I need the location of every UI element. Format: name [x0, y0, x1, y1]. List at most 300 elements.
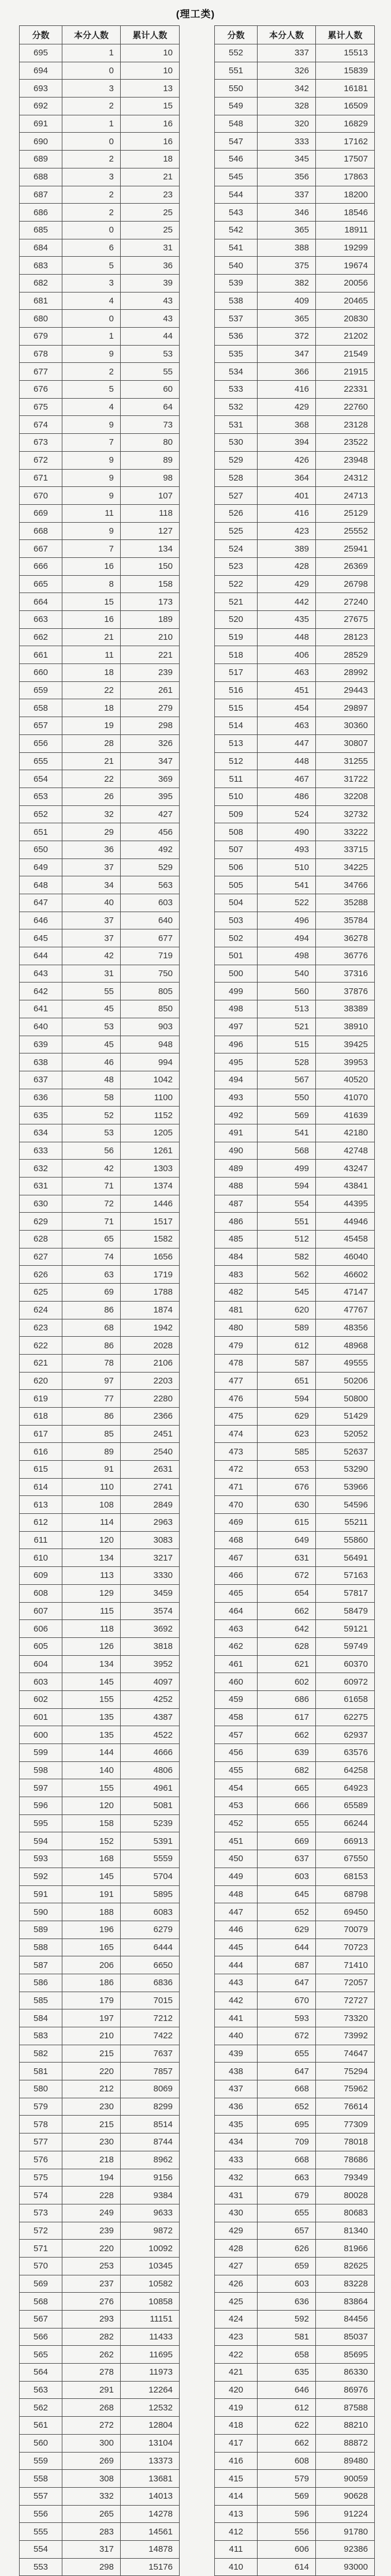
table-row — [215, 2240, 375, 2258]
count-cell: 9 — [62, 345, 121, 363]
table-row — [20, 1974, 180, 1992]
cumulative-cell: 298 — [121, 717, 180, 735]
count-cell: 662 — [258, 1726, 316, 1744]
score-cell: 671 — [20, 469, 62, 487]
column-header-cumulative: 累计人数 — [121, 26, 180, 44]
count-cell: 194 — [62, 2169, 121, 2187]
count-cell: 86 — [62, 1337, 121, 1355]
table-row — [20, 1178, 180, 1195]
table-row — [20, 398, 180, 416]
score-cell: 482 — [215, 1284, 258, 1302]
score-cell: 546 — [215, 151, 258, 168]
table-row — [215, 2204, 375, 2222]
cumulative-cell: 41070 — [316, 1089, 375, 1107]
cumulative-cell: 14278 — [121, 2505, 180, 2523]
score-cell: 675 — [20, 398, 62, 416]
cumulative-cell: 93000 — [316, 2558, 375, 2576]
cumulative-cell: 15 — [121, 98, 180, 115]
score-cell: 620 — [20, 1372, 62, 1390]
cumulative-cell: 56491 — [316, 1549, 375, 1567]
table-row — [20, 1319, 180, 1337]
table-row — [215, 398, 375, 416]
cumulative-cell: 70723 — [316, 1938, 375, 1956]
table-row — [20, 2452, 180, 2470]
cumulative-cell: 948 — [121, 1036, 180, 1053]
score-cell: 509 — [215, 805, 258, 823]
count-cell: 85 — [62, 1425, 121, 1443]
score-cell: 504 — [215, 894, 258, 912]
table-row — [215, 204, 375, 222]
count-cell: 626 — [258, 2240, 316, 2258]
score-cell: 666 — [20, 557, 62, 575]
cumulative-cell: 59749 — [316, 1637, 375, 1655]
count-cell: 291 — [62, 2381, 121, 2399]
cumulative-cell: 42748 — [316, 1142, 375, 1160]
count-cell: 686 — [258, 1690, 316, 1708]
score-cell: 470 — [215, 1496, 258, 1514]
cumulative-cell: 72057 — [316, 1974, 375, 1992]
cumulative-cell: 86976 — [316, 2381, 375, 2399]
cumulative-cell: 3459 — [121, 1584, 180, 1602]
count-cell: 165 — [62, 1938, 121, 1956]
table-row — [215, 1531, 375, 1549]
count-cell: 55 — [62, 983, 121, 1000]
count-cell: 326 — [258, 62, 316, 80]
table-row — [20, 1779, 180, 1797]
cumulative-cell: 3083 — [121, 1531, 180, 1549]
score-cell: 452 — [215, 1814, 258, 1832]
table-row — [20, 1797, 180, 1815]
cumulative-cell: 16829 — [316, 115, 375, 133]
table-row — [20, 345, 180, 363]
count-cell: 37 — [62, 858, 121, 876]
cumulative-cell: 41639 — [316, 1107, 375, 1124]
cumulative-cell: 92386 — [316, 2540, 375, 2558]
count-cell: 53 — [62, 1124, 121, 1142]
count-cell: 672 — [258, 1567, 316, 1585]
count-cell: 406 — [258, 646, 316, 664]
table-row — [20, 1673, 180, 1691]
score-cell: 544 — [215, 186, 258, 204]
cumulative-cell: 1374 — [121, 1178, 180, 1195]
count-cell: 308 — [62, 2470, 121, 2488]
cumulative-cell: 13681 — [121, 2470, 180, 2488]
table-row — [215, 416, 375, 434]
column-header-score: 分数 — [20, 26, 62, 44]
table-row — [215, 80, 375, 98]
cumulative-cell: 4806 — [121, 1761, 180, 1779]
cumulative-cell: 1874 — [121, 1301, 180, 1319]
count-cell: 36 — [62, 841, 121, 858]
table-row — [215, 1938, 375, 1956]
score-cell: 487 — [215, 1195, 258, 1213]
score-cell: 615 — [20, 1461, 62, 1479]
score-cell: 451 — [215, 1832, 258, 1850]
table-row — [215, 2505, 375, 2523]
table-row — [215, 239, 375, 257]
table-row — [215, 1708, 375, 1726]
score-cell: 498 — [215, 1000, 258, 1018]
table-row — [215, 1655, 375, 1673]
count-cell: 337 — [258, 44, 316, 62]
table-row — [215, 1974, 375, 1992]
cumulative-cell: 53290 — [316, 1461, 375, 1479]
score-cell: 532 — [215, 398, 258, 416]
table-row — [215, 2063, 375, 2080]
table-row — [20, 894, 180, 912]
table-row — [20, 1814, 180, 1832]
count-cell: 86 — [62, 1407, 121, 1425]
count-cell: 562 — [258, 1266, 316, 1284]
score-cell: 490 — [215, 1142, 258, 1160]
table-row — [215, 929, 375, 947]
score-cell: 531 — [215, 416, 258, 434]
table-row — [20, 204, 180, 222]
cumulative-cell: 59121 — [316, 1620, 375, 1638]
score-cell: 654 — [20, 770, 62, 788]
score-cell: 584 — [20, 2009, 62, 2027]
table-row — [215, 912, 375, 929]
table-row — [215, 363, 375, 381]
cumulative-cell: 14561 — [121, 2523, 180, 2541]
cumulative-cell: 76614 — [316, 2098, 375, 2116]
cumulative-cell: 30360 — [316, 717, 375, 735]
table-row — [215, 151, 375, 168]
count-cell: 197 — [62, 2009, 121, 2027]
score-cell: 592 — [20, 1868, 62, 1885]
cumulative-cell: 23522 — [316, 434, 375, 452]
score-cell: 567 — [20, 2311, 62, 2328]
cumulative-cell: 10092 — [121, 2240, 180, 2258]
cumulative-cell: 40520 — [316, 1071, 375, 1089]
count-cell: 551 — [258, 1213, 316, 1231]
cumulative-cell: 5081 — [121, 1797, 180, 1815]
table-row — [20, 2133, 180, 2151]
count-cell: 48 — [62, 1071, 121, 1089]
score-cell: 648 — [20, 876, 62, 894]
count-cell: 120 — [62, 1531, 121, 1549]
table-row — [20, 2311, 180, 2328]
table-row — [20, 2381, 180, 2399]
count-cell: 218 — [62, 2151, 121, 2169]
count-cell: 249 — [62, 2204, 121, 2222]
table-row — [20, 1248, 180, 1266]
cumulative-cell: 89480 — [316, 2452, 375, 2470]
cumulative-cell: 18911 — [316, 221, 375, 239]
count-cell: 389 — [258, 540, 316, 558]
count-cell: 429 — [258, 398, 316, 416]
cumulative-cell: 12532 — [121, 2399, 180, 2417]
table-row — [20, 328, 180, 346]
score-cell: 600 — [20, 1726, 62, 1744]
score-cell: 610 — [20, 1549, 62, 1567]
cumulative-cell: 25129 — [316, 504, 375, 522]
cumulative-cell: 21202 — [316, 328, 375, 346]
score-cell: 466 — [215, 1567, 258, 1585]
cumulative-cell: 10858 — [121, 2293, 180, 2311]
count-cell: 521 — [258, 1018, 316, 1036]
cumulative-cell: 127 — [121, 522, 180, 540]
count-cell: 135 — [62, 1726, 121, 1744]
score-cell: 668 — [20, 522, 62, 540]
score-cell: 410 — [215, 2558, 258, 2576]
cumulative-cell: 805 — [121, 983, 180, 1000]
count-cell: 4 — [62, 398, 121, 416]
cumulative-cell: 10582 — [121, 2275, 180, 2293]
score-cell: 608 — [20, 1584, 62, 1602]
cumulative-cell: 53 — [121, 345, 180, 363]
score-cell: 503 — [215, 912, 258, 929]
score-cell: 484 — [215, 1248, 258, 1266]
count-cell: 72 — [62, 1195, 121, 1213]
score-cell: 483 — [215, 1266, 258, 1284]
count-cell: 272 — [62, 2417, 121, 2435]
table-row — [20, 1390, 180, 1408]
table-row — [20, 2523, 180, 2541]
score-cell: 469 — [215, 1514, 258, 1532]
count-cell: 237 — [62, 2275, 121, 2293]
cumulative-cell: 21915 — [316, 363, 375, 381]
count-cell: 188 — [62, 1903, 121, 1921]
table-row — [20, 1443, 180, 1461]
cumulative-cell: 31 — [121, 239, 180, 257]
score-cell: 432 — [215, 2169, 258, 2187]
count-cell: 663 — [258, 2169, 316, 2187]
cumulative-cell: 45458 — [316, 1231, 375, 1248]
cumulative-cell: 118 — [121, 504, 180, 522]
count-cell: 662 — [258, 2434, 316, 2452]
score-cell: 425 — [215, 2293, 258, 2311]
table-row — [20, 1708, 180, 1726]
table-row — [20, 770, 180, 788]
score-cell: 628 — [20, 1231, 62, 1248]
cumulative-cell: 8744 — [121, 2133, 180, 2151]
column-header-count: 本分人数 — [258, 26, 316, 44]
table-row — [20, 2505, 180, 2523]
count-cell: 655 — [258, 2204, 316, 2222]
table-row — [20, 1726, 180, 1744]
table-row — [215, 1337, 375, 1355]
count-cell: 629 — [258, 1921, 316, 1938]
table-row — [20, 115, 180, 133]
cumulative-cell: 47147 — [316, 1284, 375, 1302]
count-cell: 364 — [258, 469, 316, 487]
table-row — [215, 2399, 375, 2417]
table-row — [215, 1567, 375, 1585]
count-cell: 498 — [258, 947, 316, 965]
cumulative-cell: 32732 — [316, 805, 375, 823]
table-row — [215, 2311, 375, 2328]
cumulative-cell: 90059 — [316, 2470, 375, 2488]
cumulative-cell: 7637 — [121, 2045, 180, 2063]
cumulative-cell: 88210 — [316, 2417, 375, 2435]
table-row — [215, 1549, 375, 1567]
cumulative-cell: 2028 — [121, 1337, 180, 1355]
cumulative-cell: 57163 — [316, 1567, 375, 1585]
cumulative-cell: 46602 — [316, 1266, 375, 1284]
score-cell: 583 — [20, 2027, 62, 2045]
cumulative-cell: 36278 — [316, 929, 375, 947]
cumulative-cell: 73 — [121, 416, 180, 434]
table-row — [215, 2293, 375, 2311]
table-row — [215, 540, 375, 558]
cumulative-cell: 994 — [121, 1053, 180, 1071]
score-cell: 626 — [20, 1266, 62, 1284]
cumulative-cell: 39 — [121, 274, 180, 292]
cumulative-cell: 43 — [121, 292, 180, 310]
cumulative-cell: 1582 — [121, 1231, 180, 1248]
count-cell: 253 — [62, 2257, 121, 2275]
cumulative-cell: 48356 — [316, 1319, 375, 1337]
table-row — [20, 2257, 180, 2275]
score-cell: 429 — [215, 2222, 258, 2240]
table-row — [215, 2452, 375, 2470]
score-cell: 515 — [215, 699, 258, 717]
cumulative-cell: 50206 — [316, 1372, 375, 1390]
score-cell: 458 — [215, 1708, 258, 1726]
cumulative-cell: 72727 — [316, 1992, 375, 2009]
table-row — [20, 2116, 180, 2133]
table-row — [215, 1992, 375, 2009]
cumulative-cell: 5895 — [121, 1885, 180, 1903]
table-row — [215, 1903, 375, 1921]
table-row — [20, 912, 180, 929]
table-row — [215, 115, 375, 133]
score-cell: 595 — [20, 1814, 62, 1832]
score-cell: 540 — [215, 257, 258, 275]
count-cell: 215 — [62, 2045, 121, 2063]
count-cell: 97 — [62, 1372, 121, 1390]
count-cell: 276 — [62, 2293, 121, 2311]
table-row — [20, 1000, 180, 1018]
score-cell: 688 — [20, 168, 62, 186]
cumulative-cell: 61658 — [316, 1690, 375, 1708]
table-row — [215, 1142, 375, 1160]
count-cell: 21 — [62, 752, 121, 770]
count-cell: 346 — [258, 204, 316, 222]
count-cell: 647 — [258, 1974, 316, 1992]
cumulative-cell: 16509 — [316, 98, 375, 115]
score-cell: 619 — [20, 1390, 62, 1408]
count-cell: 556 — [258, 2523, 316, 2541]
cumulative-cell: 90628 — [316, 2487, 375, 2505]
score-cell: 477 — [215, 1372, 258, 1390]
table-row — [20, 734, 180, 752]
cumulative-cell: 2203 — [121, 1372, 180, 1390]
cumulative-cell: 81340 — [316, 2222, 375, 2240]
score-cell: 557 — [20, 2487, 62, 2505]
score-cell: 511 — [215, 770, 258, 788]
table-row — [20, 2151, 180, 2169]
score-cell: 643 — [20, 965, 62, 983]
score-cell: 645 — [20, 929, 62, 947]
score-cell: 435 — [215, 2116, 258, 2133]
count-cell: 676 — [258, 1478, 316, 1496]
count-cell: 196 — [62, 1921, 121, 1938]
score-cell: 633 — [20, 1142, 62, 1160]
table-row — [20, 2470, 180, 2488]
cumulative-cell: 750 — [121, 965, 180, 983]
score-cell: 464 — [215, 1602, 258, 1620]
table-row — [20, 540, 180, 558]
score-cell: 653 — [20, 788, 62, 805]
table-row — [215, 1301, 375, 1319]
score-cell: 693 — [20, 80, 62, 98]
count-cell: 646 — [258, 2381, 316, 2399]
score-cell: 413 — [215, 2505, 258, 2523]
score-cell: 669 — [20, 504, 62, 522]
score-cell: 494 — [215, 1071, 258, 1089]
count-cell: 5 — [62, 257, 121, 275]
table-row — [215, 2151, 375, 2169]
score-cell: 573 — [20, 2204, 62, 2222]
count-cell: 1 — [62, 115, 121, 133]
count-cell: 26 — [62, 788, 121, 805]
table-row — [215, 1248, 375, 1266]
score-cell: 566 — [20, 2328, 62, 2346]
count-cell: 29 — [62, 823, 121, 841]
score-cell: 502 — [215, 929, 258, 947]
score-cell: 616 — [20, 1443, 62, 1461]
count-cell: 230 — [62, 2098, 121, 2116]
table-row — [215, 434, 375, 452]
table-row — [20, 133, 180, 151]
table-row — [20, 1124, 180, 1142]
score-cell: 599 — [20, 1744, 62, 1762]
count-cell: 6 — [62, 239, 121, 257]
table-row — [215, 681, 375, 699]
score-cell: 622 — [20, 1337, 62, 1355]
table-row — [215, 1584, 375, 1602]
cumulative-cell: 47767 — [316, 1301, 375, 1319]
table-row — [215, 1319, 375, 1337]
score-cell: 533 — [215, 381, 258, 399]
cumulative-cell: 107 — [121, 487, 180, 505]
cumulative-cell: 28123 — [316, 628, 375, 646]
table-row — [215, 522, 375, 540]
score-cell: 694 — [20, 62, 62, 80]
count-cell: 58 — [62, 1089, 121, 1107]
table-row — [20, 381, 180, 399]
table-row — [215, 734, 375, 752]
table-row — [215, 310, 375, 328]
table-row — [215, 2169, 375, 2187]
count-cell: 429 — [258, 575, 316, 593]
table-row — [215, 557, 375, 575]
table-row — [215, 628, 375, 646]
count-cell: 168 — [62, 1850, 121, 1868]
count-cell: 0 — [62, 133, 121, 151]
count-cell: 18 — [62, 664, 121, 682]
cumulative-cell: 8962 — [121, 2151, 180, 2169]
count-cell: 152 — [62, 1832, 121, 1850]
count-cell: 608 — [258, 2452, 316, 2470]
score-cell: 514 — [215, 717, 258, 735]
cumulative-cell: 3952 — [121, 1655, 180, 1673]
count-cell: 71 — [62, 1178, 121, 1195]
count-cell: 612 — [258, 2399, 316, 2417]
table-row — [20, 1921, 180, 1938]
score-cell: 421 — [215, 2364, 258, 2382]
score-cell: 564 — [20, 2364, 62, 2382]
cumulative-cell: 6650 — [121, 1956, 180, 1974]
score-cell: 551 — [215, 62, 258, 80]
cumulative-cell: 719 — [121, 947, 180, 965]
count-cell: 602 — [258, 1673, 316, 1691]
cumulative-cell: 64258 — [316, 1761, 375, 1779]
score-cell: 635 — [20, 1107, 62, 1124]
table-row — [215, 717, 375, 735]
